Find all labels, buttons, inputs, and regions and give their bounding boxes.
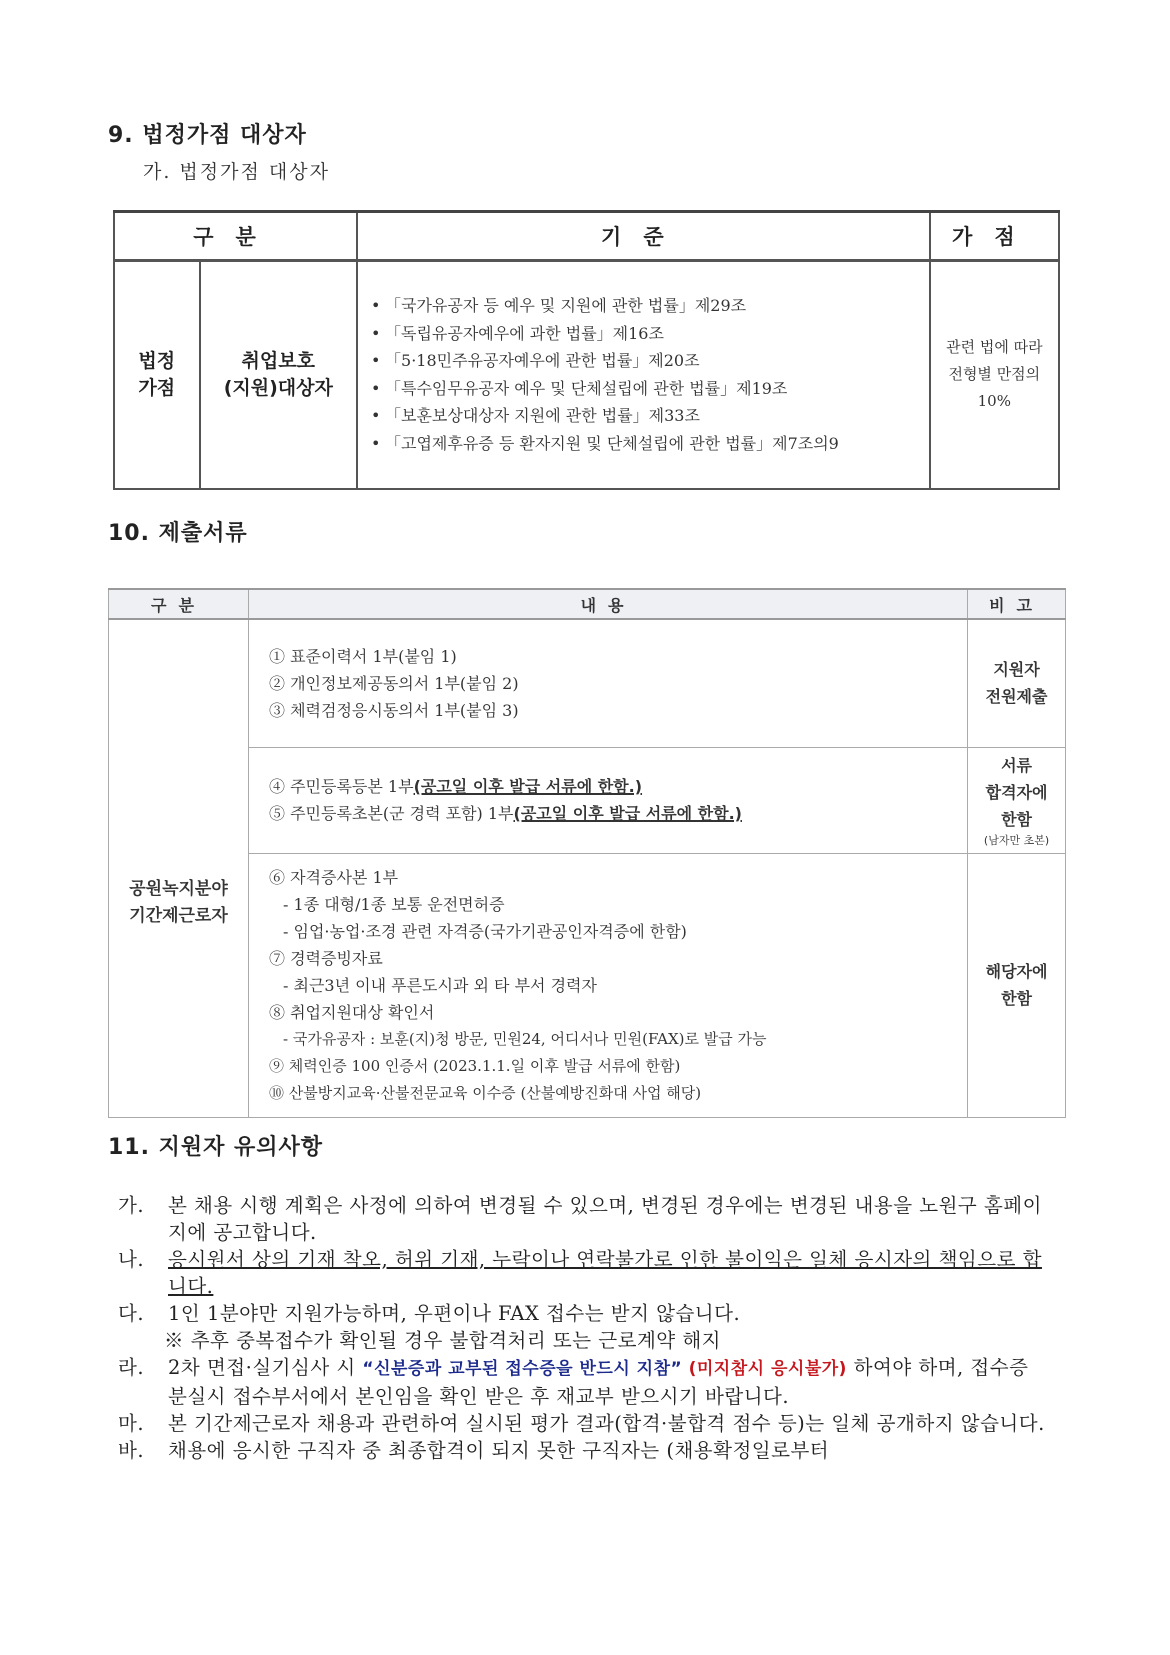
header-points: 가점 [930,212,1059,261]
item-emphasis: (공고일 이후 발급 서류에 한함.) [413,777,643,796]
item-text: 응시원서 상의 기재 착오, 허위 기재, 누락이나 연락불가로 인한 불이익은 일체 응시자의 책임으로 합니다. [168,1248,1042,1298]
criteria-cell [357,261,930,489]
document-item: ② 개인정보제공동의서 1부(붙임 2) [269,673,519,693]
document-item: ⑧ 취업지원대상 확인서 [269,1002,435,1022]
note-item-ba [118,1437,1048,1464]
note-line: 전원제출 [985,687,1048,707]
document-item [269,800,959,827]
note-line: 지원자 [993,660,1040,680]
document-item: ⑩ 산불방지교육·산불전문교육 이수증 (산불예방진화대 사업 해당) [269,1083,702,1102]
emphasis-red: (미지참시 응시불가) [682,1359,847,1379]
item-text: 본 채용 시행 계획은 사정에 의하여 변경될 수 있으며, 변경된 경우에는 변경된 내용을 노원구 홈페이지에 공고합니다. [168,1194,1042,1244]
category-cell [109,619,249,1117]
document-subitem: - 임업·농업·조경 관련 자격증(국가기관공인자격증에 한함) [283,921,687,941]
document-subitem: - 최근3년 이내 푸른도시과 외 타 부서 경력자 [283,975,597,995]
note-line: 한함 [1001,809,1032,829]
header-note: 비고 [968,589,1066,619]
header-category: 구분 [109,589,249,619]
section-9-title: 9. 법정가점 대상자 [108,123,307,148]
header-category: 구분 [114,212,357,261]
points-value: 10% [977,392,1011,411]
subcategory-line: (지원)대상자 [223,376,333,399]
category-line: 기간제근로자 [129,906,228,927]
item-text: ⑤ 주민등록초본(군 경력 포함) 1부 [269,804,514,823]
note-small: (남자만 초본) [983,833,1050,847]
emphasis-blue: “신분증과 교부된 접수증을 반드시 지참” [362,1359,683,1379]
item-emphasis: (공고일 이후 발급 서류에 한함.) [513,804,742,823]
item-marker: 가. [118,1194,145,1217]
section-9-subtitle: 가. 법정가점 대상자 [143,161,330,183]
legal-bonus-table [113,210,1060,490]
applicant-notes [118,1192,1048,1464]
header-content: 내용 [249,589,968,619]
item-text: 본 기간제근로자 채용과 관련하여 실시된 평가 결과(합격·불합격 점수 등)는 일체 공개하지 않습니다. [168,1412,1045,1435]
points-line: 관련 법에 따라 [946,338,1043,357]
item-marker: 마. [118,1412,145,1435]
item-text: ④ 주민등록등본 1부 [269,777,414,796]
list-item: • 「국가유공자 등 예우 및 지원에 관한 법률」제29조 [369,292,920,320]
note-item-ra [118,1354,1048,1410]
note-item-ma [118,1410,1048,1437]
list-item: • 「5·18민주유공자예우에 관한 법률」제20조 [369,347,920,375]
table-row [109,619,1066,747]
note-line: 한함 [1001,989,1032,1008]
subcategory-line: 취업보호 [241,349,315,372]
note-item-ga [118,1192,1048,1246]
item-text: 2차 면접·실기심사 시 [168,1356,363,1379]
document-item: ① 표준이력서 1부(붙임 1) [269,646,457,666]
list-item: • 「독립유공자예우에 과한 법률」제16조 [369,320,920,348]
section-10-title: 10. 제출서류 [108,521,248,546]
documents-table [108,588,1066,1118]
document-item: ⑨ 체력인증 100 인증서 (2023.1.1.일 이후 발급 서류에 한함) [269,1056,681,1075]
section-11-title: 11. 지원자 유의사항 [108,1135,324,1160]
table-header-row [114,212,1059,261]
note-item-na [118,1246,1048,1300]
item-marker: 다. [118,1302,145,1325]
note-line: 합격자에 [985,782,1048,802]
content-cell [249,747,968,853]
category-line: 공원녹지분야 [129,879,228,900]
subcategory-cell [200,261,358,489]
note-cell [968,619,1066,747]
table-row [109,747,1066,853]
item-text: 1인 1분야만 지원가능하며, 우편이나 FAX 접수는 받지 않습니다. [168,1302,741,1325]
list-item: • 「고엽제후유증 등 환자지원 및 단체설립에 관한 법률」제7조의9 [369,430,920,458]
note-remark: ※ 추후 중복접수가 확인될 경우 불합격처리 또는 근로계약 해지 [164,1329,722,1352]
category-line: 법정 [138,349,176,372]
document-item: ⑥ 자격증사본 1부 [269,867,399,887]
item-marker: 나. [118,1248,145,1271]
item-marker: 라. [118,1356,145,1379]
document-subitem: - 국가유공자 : 보훈(지)청 방문, 민원24, 어디서나 민원(FAX)로 발급 가능 [283,1029,767,1048]
note-line: 서류 [1001,755,1032,775]
note-line: 해당자에 [985,962,1048,981]
list-item: • 「보훈보상대상자 지원에 관한 법률」제33조 [369,402,920,430]
list-item: • 「특수임무유공자 예우 및 단체설립에 관한 법률」제19조 [369,375,920,403]
table-row [109,853,1066,1117]
table-header-row [109,589,1066,619]
category-line: 가점 [138,376,176,399]
content-cell [249,853,968,1117]
header-criteria: 기준 [357,212,930,261]
note-item-da [118,1300,1048,1327]
item-text: 하여야 하며, 접수증 분실시 접수부서에서 본인임을 확인 받은 후 재교부 받으시기 바랍니다. [168,1356,1029,1408]
item-marker: 바. [118,1439,145,1462]
document-item: ⑦ 경력증빙자료 [269,948,383,968]
document-subitem: - 1종 대형/1종 보통 운전면허증 [283,894,505,914]
document-item [269,773,959,800]
document-item: ③ 체력검정응시동의서 1부(붙임 3) [269,700,519,720]
table-row [114,261,1059,489]
note-cell [968,747,1066,853]
note-cell [968,853,1066,1117]
points-cell [930,261,1059,489]
category-cell [114,261,200,489]
criteria-list [359,278,928,471]
item-text: 채용에 응시한 구직자 중 최종합격이 되지 못한 구직자는 (채용확정일로부터 [168,1439,830,1462]
points-line: 전형별 만점의 [948,365,1041,384]
content-cell [249,619,968,747]
